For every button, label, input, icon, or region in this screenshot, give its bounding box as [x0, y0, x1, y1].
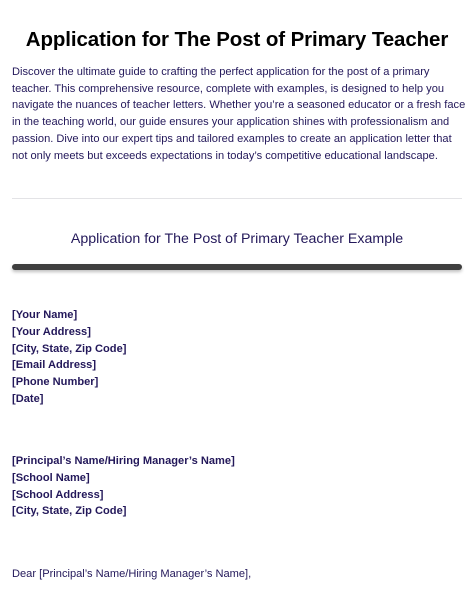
sender-city-state-zip: [City, State, Zip Code]	[12, 342, 127, 355]
sender-name: [Your Name]	[12, 309, 78, 321]
sender-address-block	[12, 307, 462, 408]
heading-underline-bar	[12, 264, 462, 270]
letter-date: [Date]	[12, 392, 44, 405]
recipient-city-state-zip: [City, State, Zip Code]	[12, 505, 127, 518]
letter-salutation: Dear [Principal’s Name/Hiring Manager’s Name],	[12, 568, 252, 580]
recipient-address-block	[12, 453, 462, 520]
sender-email: [Email Address]	[12, 359, 97, 372]
recipient-name: [Principal’s Name/Hiring Manager’s Name]	[12, 455, 235, 467]
sender-address: [Your Address]	[12, 325, 91, 338]
intro-paragraph: Discover the ultimate guide to crafting the perfect application for the post of a primary teacher. This comprehensive resource, complete with examples, is designed to help you navigate the nuances of teacher letters. Whether you’re a seasoned educator or a fresh face in the teaching world, our guide ensures your application shines with professionalism and passion. Dive into our expert tips and tailored examples to create an application letter that not only meets but exceeds expectations in today’s competitive educational landscape.	[12, 66, 466, 162]
page-title: Application for The Post of Primary Teacher	[25, 28, 449, 51]
school-name: [School Name]	[12, 471, 90, 484]
school-address: [School Address]	[12, 488, 104, 501]
section-divider	[12, 198, 462, 199]
sender-phone: [Phone Number]	[12, 376, 99, 389]
example-heading: Application for The Post of Primary Teacher Example	[70, 231, 404, 247]
